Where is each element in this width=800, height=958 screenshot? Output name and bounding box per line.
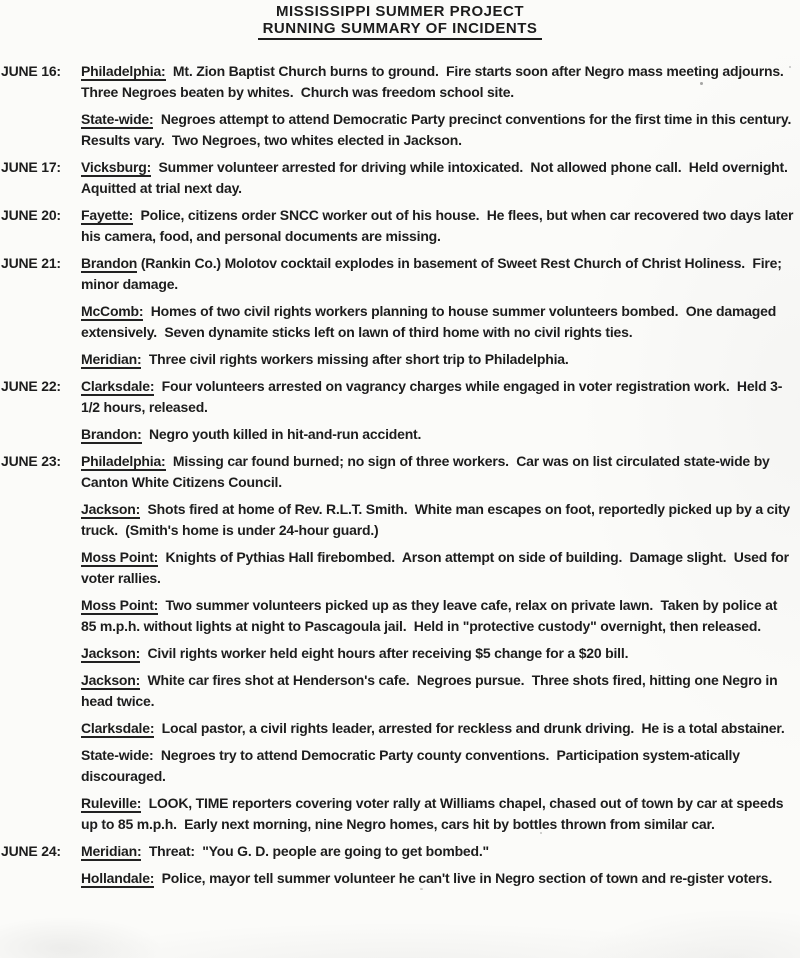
document-header — [0, 3, 800, 40]
location-label: Hollandale: — [81, 870, 155, 886]
incident-text: Shots fired at home of Rev. R.L.T. Smith. White man escapes on foot, reportedly picked up by a city truck. (Smith's home is under 24-hour guard.) — [81, 501, 794, 538]
entry-row — [0, 451, 800, 841]
entry-row — [0, 157, 800, 205]
incident-item — [81, 376, 795, 418]
incident-text: Police, mayor tell summer volunteer he can't live in Negro section of town and re-gister voters. — [154, 870, 773, 886]
location-label: Brandon — [81, 255, 138, 271]
incident-item — [81, 109, 799, 151]
location-label: State-wide: — [81, 111, 154, 127]
incident-text: Homes of two civil rights workers planning to house summer volunteers bombed. One damaged extensively. Seven dynamite sticks left on lawn of third home with no civil rights ties. — [81, 303, 780, 340]
location-label: Jackson: — [81, 501, 141, 517]
location-label: Jackson: — [81, 672, 141, 688]
incident-item — [81, 499, 795, 541]
incident-text: LOOK, TIME reporters covering voter rally at Williams chapel, chased out of town by car at speeds up to 85 m.p.h. Early next morning, nine Negro homes, cars hit by bottles thrown from similar car. — [81, 795, 788, 832]
location-label: Brandon: — [81, 426, 142, 442]
incident-list — [81, 61, 800, 157]
location-label: Meridian: — [81, 843, 142, 859]
incident-item — [81, 451, 795, 493]
incident-item — [81, 253, 795, 295]
incident-item — [81, 718, 795, 739]
incident-text: Four volunteers arrested on vagrancy charges while engaged in voter registration work. Held 3-1/2 hours, released. — [81, 378, 783, 415]
incident-text: Negroes attempt to attend Democratic Party precinct conventions for the first time in this century. Results vary. Two Negroes, two whites elected in Jackson. — [81, 111, 799, 148]
location-label: Philadelphia: — [81, 63, 166, 79]
incident-item — [81, 745, 795, 787]
incident-item — [81, 793, 795, 835]
incident-text: Negroes try to attend Democratic Party county conventions. Participation system-atically discouraged. — [81, 747, 744, 784]
incident-item — [81, 595, 795, 637]
entry-row — [0, 205, 800, 253]
incident-text: Local pastor, a civil rights leader, arrested for reckless and drunk driving. He is a total abstainer. — [154, 720, 785, 736]
incident-text: Summer volunteer arrested for driving while intoxicated. Not allowed phone call. Held overnight. Aquitted at trial next day. — [81, 159, 795, 196]
entry-row — [0, 376, 800, 451]
entries — [0, 61, 800, 895]
location-label: McComb: — [81, 303, 144, 319]
incident-text: Mt. Zion Baptist Church burns to ground. Fire starts soon after Negro mass meeting adjourns. Three Negroes beaten by whites. Church was freedom school site. — [81, 63, 791, 100]
incident-list — [81, 205, 800, 253]
location-label: State-wide: — [81, 747, 154, 763]
location-label: Ruleville: — [81, 795, 142, 811]
location-label: Vicksburg: — [81, 159, 152, 175]
incident-text: Negro youth killed in hit-and-run accident. — [141, 426, 422, 442]
ink-speck — [789, 66, 791, 68]
location-label: Jackson: — [81, 645, 141, 661]
date-label: JUNE 23: — [1, 453, 61, 469]
incident-item — [81, 61, 795, 103]
date-label: JUNE 17: — [1, 159, 61, 175]
date-label: JUNE 24: — [1, 843, 61, 859]
incident-list — [81, 841, 800, 895]
date-label: JUNE 21: — [1, 255, 61, 271]
incident-item — [81, 424, 795, 445]
entry-row — [0, 253, 800, 376]
incident-list — [81, 157, 800, 205]
location-label: Moss Point: — [81, 597, 159, 613]
date-label: JUNE 20: — [1, 207, 61, 223]
location-label: Moss Point: — [81, 549, 159, 565]
incident-text: Civil rights worker held eight hours after receiving $5 change for a $20 bill. — [140, 645, 629, 661]
incident-item — [81, 868, 795, 889]
incident-text: White car fires shot at Henderson's cafe. Negroes pursue. Three shots fired, hitting one Negro in head twice. — [81, 672, 782, 709]
incident-text: Police, citizens order SNCC worker out of his house. He flees, but when car recovered two days later his camera, food, and personal documents are missing. — [81, 207, 797, 244]
incident-text: Three civil rights workers missing after short trip to Philadelphia. — [141, 351, 569, 367]
incident-item — [81, 670, 795, 712]
incident-item — [81, 349, 795, 370]
location-label: Clarksdale: — [81, 378, 155, 394]
ink-speck — [420, 888, 423, 890]
incident-text: (Rankin Co.) Molotov cocktail explodes in basement of Sweet Rest Church of Christ Holiness. Fire; minor damage. — [81, 255, 786, 292]
date-label: JUNE 16: — [1, 63, 61, 79]
ink-speck — [540, 832, 542, 834]
location-label: Meridian: — [81, 351, 142, 367]
location-label: Clarksdale: — [81, 720, 155, 736]
ink-speck — [700, 82, 703, 85]
location-label: Fayette: — [81, 207, 134, 223]
document-subtitle: RUNNING SUMMARY OF INCIDENTS — [258, 20, 543, 40]
incident-item — [81, 205, 795, 247]
incident-item — [81, 157, 795, 199]
entry-row — [0, 61, 800, 157]
incident-item — [81, 643, 795, 664]
incident-text: Two summer volunteers picked up as they leave cafe, relax on private lawn. Taken by police at 85 m.p.h. without lights at night to Pascagoula jail. Held in "protective custody" overnight, then released. — [81, 597, 781, 634]
document-title: MISSISSIPPI SUMMER PROJECT — [275, 3, 525, 20]
incident-list — [81, 376, 800, 451]
incident-item — [81, 841, 795, 862]
entry-row — [0, 841, 800, 895]
incident-list — [81, 253, 800, 376]
date-label: JUNE 22: — [1, 378, 61, 394]
location-label: Philadelphia: — [81, 453, 166, 469]
incident-text: Missing car found burned; no sign of three workers. Car was on list circulated state-wide by Canton White Citizens Council. — [81, 453, 774, 490]
incident-item — [81, 301, 795, 343]
incident-text: Knights of Pythias Hall firebombed. Arson attempt on side of building. Damage slight. Used for voter rallies. — [81, 549, 793, 586]
incident-list — [81, 451, 800, 841]
incident-text: Threat: "You G. D. people are going to get bombed." — [141, 843, 489, 859]
incident-item — [81, 547, 795, 589]
